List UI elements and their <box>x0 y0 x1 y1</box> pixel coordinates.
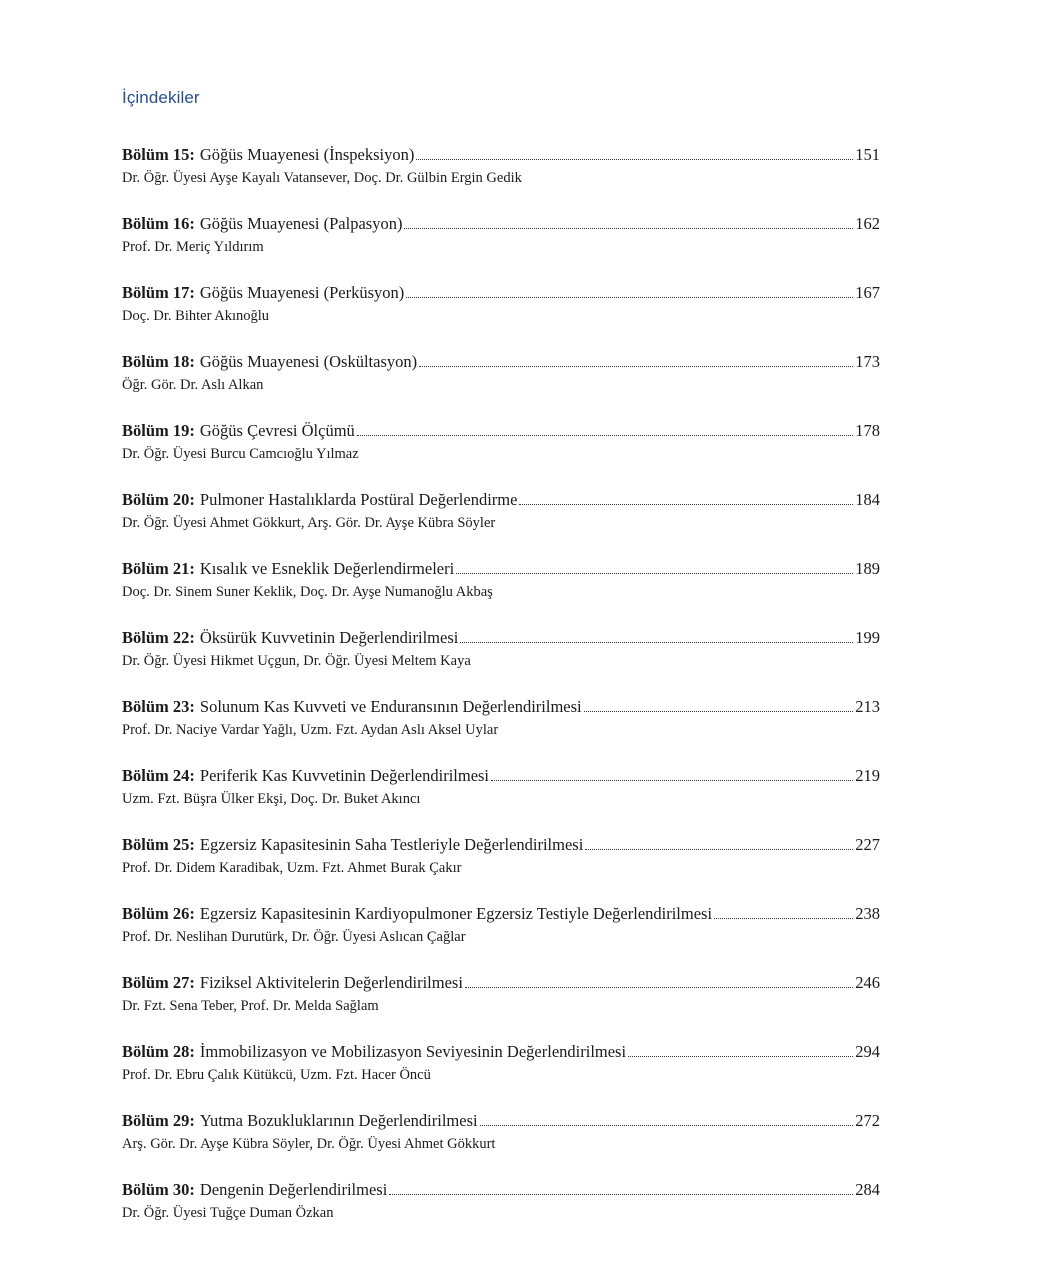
chapter-title: Solunum Kas Kuvveti ve Enduransının Değerlendirilmesi <box>199 697 582 716</box>
chapter-authors: Dr. Öğr. Üyesi Ahmet Gökkurt, Arş. Gör. Dr. Ayşe Kübra Söyler <box>122 515 496 531</box>
chapter-label: Bölüm 26: <box>122 904 195 923</box>
chapter-authors: Uzm. Fzt. Büşra Ülker Ekşi, Doç. Dr. Buket Akıncı <box>122 791 421 807</box>
chapter-authors: Dr. Öğr. Üyesi Ayşe Kayalı Vatansever, Doç. Dr. Gülbin Ergin Gedik <box>122 170 522 186</box>
toc-entry <box>122 1180 880 1249</box>
chapter-title: Egzersiz Kapasitesinin Saha Testleriyle Değerlendirilmesi <box>199 835 584 854</box>
toc-entry <box>122 490 880 559</box>
toc-entry-line <box>122 1180 880 1200</box>
chapter-authors: Öğr. Gör. Dr. Aslı Alkan <box>122 377 264 393</box>
chapter-title: Göğüs Muayenesi (Palpasyon) <box>199 214 403 233</box>
page-number: 246 <box>855 973 880 992</box>
chapter-label: Bölüm 17: <box>122 283 195 302</box>
dot-leader <box>460 641 853 643</box>
dot-leader <box>480 1124 854 1126</box>
chapter-label: Bölüm 19: <box>122 421 195 440</box>
dot-leader <box>406 296 853 298</box>
toc-entry <box>122 628 880 697</box>
toc-entry <box>122 559 880 628</box>
chapter-label: Bölüm 27: <box>122 973 195 992</box>
chapter-label: Bölüm 29: <box>122 1111 195 1130</box>
chapter-authors: Prof. Dr. Neslihan Durutürk, Dr. Öğr. Üyesi Aslıcan Çağlar <box>122 929 466 945</box>
toc-entry-line <box>122 1111 880 1131</box>
dot-leader <box>628 1055 853 1057</box>
page-number: 227 <box>855 835 880 854</box>
dot-leader <box>416 158 853 160</box>
chapter-title: Periferik Kas Kuvvetinin Değerlendirilmesi <box>199 766 490 785</box>
chapter-authors: Prof. Dr. Meriç Yıldırım <box>122 239 264 255</box>
toc-entry-line <box>122 559 880 579</box>
toc-entry-line <box>122 421 880 441</box>
toc-entry-line <box>122 1042 880 1062</box>
page-number: 184 <box>855 490 880 509</box>
chapter-title: Pulmoner Hastalıklarda Postüral Değerlendirme <box>199 490 518 509</box>
toc-entry-line <box>122 766 880 786</box>
chapter-authors: Dr. Öğr. Üyesi Hikmet Uçgun, Dr. Öğr. Üyesi Meltem Kaya <box>122 653 471 669</box>
chapter-title: Dengenin Değerlendirilmesi <box>199 1180 388 1199</box>
toc-entry <box>122 283 880 352</box>
chapter-label: Bölüm 22: <box>122 628 195 647</box>
chapter-label: Bölüm 23: <box>122 697 195 716</box>
toc-entry <box>122 835 880 904</box>
table-of-contents <box>122 145 880 1249</box>
chapter-label: Bölüm 15: <box>122 145 195 164</box>
chapter-label: Bölüm 25: <box>122 835 195 854</box>
toc-entry-line <box>122 697 880 717</box>
toc-entry <box>122 1111 880 1180</box>
toc-entry-line <box>122 628 880 648</box>
page-number: 178 <box>855 421 880 440</box>
dot-leader <box>404 227 853 229</box>
chapter-title: Yutma Bozukluklarının Değerlendirilmesi <box>199 1111 478 1130</box>
page-number: 167 <box>855 283 880 302</box>
toc-entry-line <box>122 283 880 303</box>
page-title: İçindekiler <box>122 88 200 107</box>
dot-leader <box>584 710 854 712</box>
chapter-title: Öksürük Kuvvetinin Değerlendirilmesi <box>199 628 459 647</box>
dot-leader <box>389 1193 853 1195</box>
page-number: 238 <box>855 904 880 923</box>
chapter-authors: Dr. Öğr. Üyesi Burcu Camcıoğlu Yılmaz <box>122 446 359 462</box>
toc-entry <box>122 766 880 835</box>
chapter-title: Egzersiz Kapasitesinin Kardiyopulmoner Egzersiz Testiyle Değerlendirilmesi <box>199 904 713 923</box>
dot-leader <box>419 365 853 367</box>
page-number: 272 <box>855 1111 880 1130</box>
dot-leader <box>465 986 853 988</box>
chapter-authors: Dr. Öğr. Üyesi Tuğçe Duman Özkan <box>122 1205 334 1221</box>
chapter-authors: Doç. Dr. Sinem Suner Keklik, Doç. Dr. Ayşe Numanoğlu Akbaş <box>122 584 493 600</box>
chapter-authors: Prof. Dr. Ebru Çalık Kütükcü, Uzm. Fzt. Hacer Öncü <box>122 1067 431 1083</box>
chapter-label: Bölüm 21: <box>122 559 195 578</box>
toc-entry-line <box>122 904 880 924</box>
toc-entry <box>122 214 880 283</box>
chapter-authors: Arş. Gör. Dr. Ayşe Kübra Söyler, Dr. Öğr. Üyesi Ahmet Gökkurt <box>122 1136 496 1152</box>
dot-leader <box>519 503 853 505</box>
toc-entry <box>122 697 880 766</box>
toc-entry <box>122 421 880 490</box>
dot-leader <box>456 572 853 574</box>
chapter-title: Kısalık ve Esneklik Değerlendirmeleri <box>199 559 455 578</box>
chapter-label: Bölüm 28: <box>122 1042 195 1061</box>
toc-entry <box>122 352 880 421</box>
toc-entry-line <box>122 352 880 372</box>
chapter-authors: Prof. Dr. Didem Karadibak, Uzm. Fzt. Ahmet Burak Çakır <box>122 860 462 876</box>
chapter-title: Göğüs Çevresi Ölçümü <box>199 421 355 440</box>
page-number: 151 <box>855 145 880 164</box>
chapter-label: Bölüm 18: <box>122 352 195 371</box>
toc-entry-line <box>122 973 880 993</box>
page-number: 219 <box>855 766 880 785</box>
page-number: 213 <box>855 697 880 716</box>
page-number: 162 <box>855 214 880 233</box>
chapter-authors: Doç. Dr. Bihter Akınoğlu <box>122 308 270 324</box>
chapter-label: Bölüm 30: <box>122 1180 195 1199</box>
page-number: 294 <box>855 1042 880 1061</box>
chapter-label: Bölüm 16: <box>122 214 195 233</box>
dot-leader <box>491 779 853 781</box>
toc-entry-line <box>122 835 880 855</box>
toc-entry <box>122 973 880 1042</box>
chapter-title: Fiziksel Aktivitelerin Değerlendirilmesi <box>199 973 463 992</box>
toc-entry-line <box>122 214 880 234</box>
toc-entry <box>122 1042 880 1111</box>
chapter-authors: Prof. Dr. Naciye Vardar Yağlı, Uzm. Fzt. Aydan Aslı Aksel Uylar <box>122 722 499 738</box>
dot-leader <box>357 434 853 436</box>
toc-entry-line <box>122 145 880 165</box>
chapter-label: Bölüm 24: <box>122 766 195 785</box>
chapter-title: Göğüs Muayenesi (Oskültasyon) <box>199 352 418 371</box>
toc-entry-line <box>122 490 880 510</box>
chapter-title: Göğüs Muayenesi (İnspeksiyon) <box>199 145 415 164</box>
dot-leader <box>714 917 853 919</box>
chapter-authors: Dr. Fzt. Sena Teber, Prof. Dr. Melda Sağlam <box>122 998 379 1014</box>
toc-entry <box>122 145 880 214</box>
chapter-title: Göğüs Muayenesi (Perküsyon) <box>199 283 405 302</box>
page-number: 173 <box>855 352 880 371</box>
chapter-label: Bölüm 20: <box>122 490 195 509</box>
toc-entry <box>122 904 880 973</box>
page-number: 189 <box>855 559 880 578</box>
dot-leader <box>585 848 853 850</box>
chapter-title: İmmobilizasyon ve Mobilizasyon Seviyesinin Değerlendirilmesi <box>199 1042 627 1061</box>
page-number: 284 <box>855 1180 880 1199</box>
page-number: 199 <box>855 628 880 647</box>
